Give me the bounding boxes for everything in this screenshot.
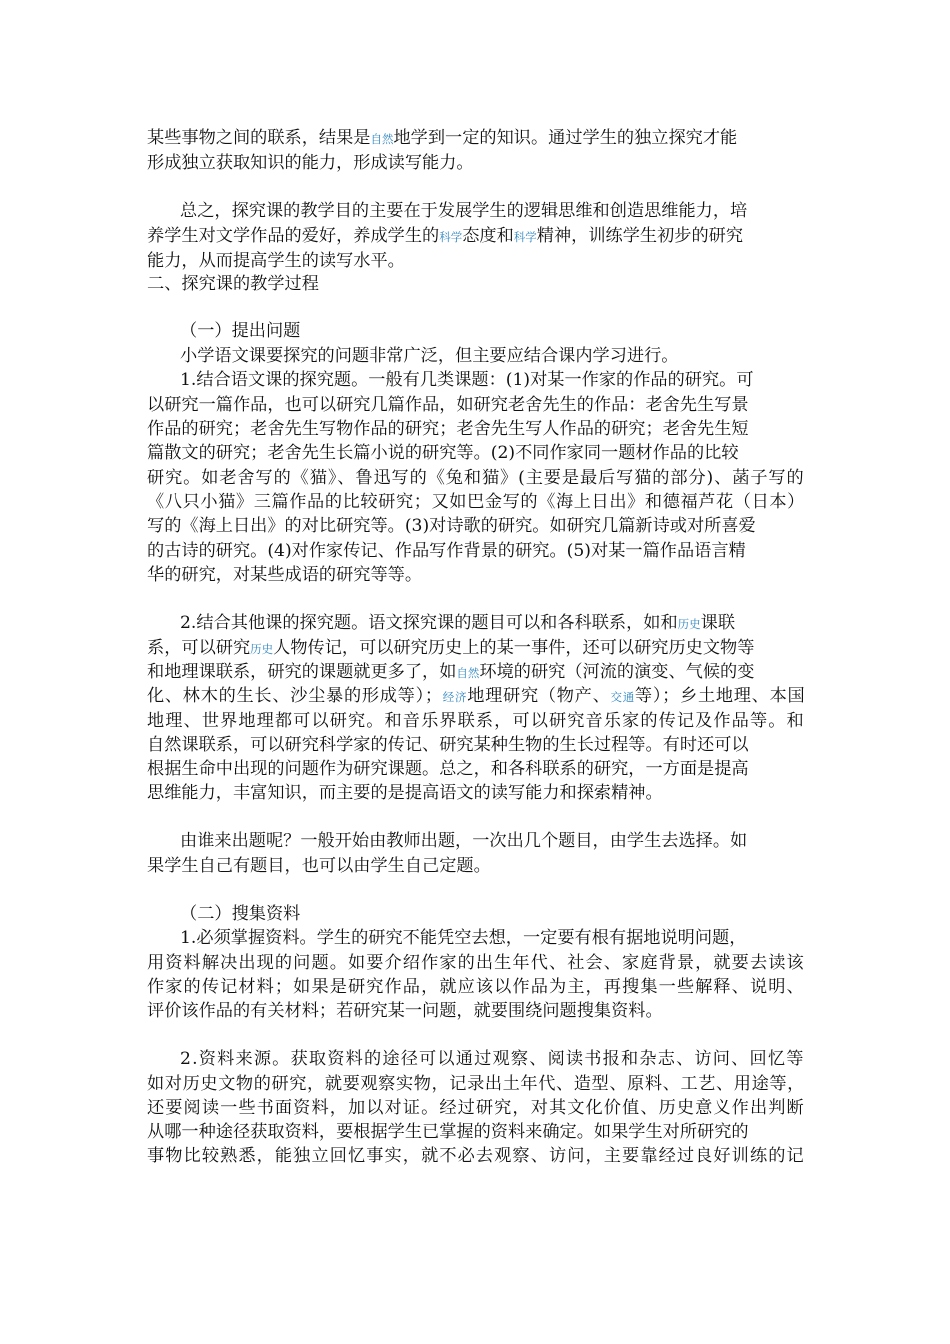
text-segment: 用资料解决出现的问题。如要介绍作家的出生年代、社会、家庭背景，就要去读该 <box>147 953 805 973</box>
text-segment: 人物传记，可以研究历史上的某一事件，还可以研究历史文物等 <box>273 638 755 658</box>
text-segment: 思维能力，丰富知识，而主要的是提高语文的读写能力和探索精神。 <box>147 783 663 803</box>
keyword-link[interactable]: 自然 <box>370 132 394 146</box>
text-segment: 果学生自己有题目，也可以由学生自己定题。 <box>147 856 491 876</box>
text-line <box>180 903 300 927</box>
text-segment: 1.结合语文课的探究题。一般有几类课题：(1)对某一作家的作品的研究。可 <box>180 370 754 390</box>
text-line <box>147 564 422 588</box>
text-segment: 化、林木的生长、沙尘暴的形成等）； <box>147 686 443 706</box>
text-segment: 华的研究，对某些成语的研究等等。 <box>147 565 423 585</box>
text-line <box>147 1121 749 1145</box>
text-segment: （一）提出问题 <box>180 321 301 341</box>
text-line <box>147 515 756 539</box>
text-segment: 研究。如老舍写的《猫》、鲁迅写的《兔和猫》(主要是最后写猫的部分)、菡子写的 <box>147 468 805 488</box>
text-line <box>147 782 663 806</box>
keyword-link[interactable]: 自然 <box>456 666 480 680</box>
text-segment: 评价该作品的有关材料；若研究某一问题，就要围绕问题搜集资料。 <box>147 1001 663 1021</box>
text-segment: 养学生对文学作品的爱好，养成学生的 <box>147 226 440 246</box>
text-line <box>180 927 746 951</box>
text-segment: 《八只小猫》三篇作品的比较研究；又如巴金写的《海上日出》和德福芦花（日本） <box>147 492 805 512</box>
text-segment: 地学到一定的知识。通过学生的独立探究才能 <box>393 128 738 148</box>
text-line <box>147 418 749 442</box>
text-segment: 课联 <box>700 613 736 633</box>
keyword-link[interactable]: 历史 <box>250 642 274 656</box>
text-segment: 事物比较熟悉，能独立回忆事实，就不必去观察、访问，主要靠经过良好训练的记 <box>147 1146 805 1166</box>
text-segment: 还要阅读一些书面资料，加以对证。经过研究，对其文化价值、历史意义作出判断 <box>147 1098 805 1118</box>
text-line <box>147 442 739 466</box>
text-line <box>147 758 749 782</box>
text-segment: 篇散文的研究；老舍先生长篇小说的研究等。(2)不同作家同一题材作品的比较 <box>147 443 739 463</box>
text-line <box>180 830 747 854</box>
text-line <box>147 1145 805 1169</box>
text-segment: 总之，探究课的教学目的主要在于发展学生的逻辑思维和创造思维能力，培 <box>180 201 748 221</box>
text-segment: 精神，训练学生初步的研究 <box>536 226 744 246</box>
text-segment: 小学语文课要探究的问题非常广泛，但主要应结合课内学习进行。 <box>180 346 679 366</box>
keyword-link[interactable]: 历史 <box>677 617 701 631</box>
text-line <box>147 152 474 176</box>
text-line <box>147 952 805 976</box>
text-segment: 1.必须掌握资料。学生的研究不能凭空去想，一定要有根有据地说明问题， <box>180 928 747 948</box>
text-segment: 根据生命中出现的问题作为研究课题。总之，和各科联系的研究，一方面是提高 <box>147 759 749 779</box>
text-line <box>180 612 735 636</box>
text-segment: 从哪一种途径获取资料，要根据学生已掌握的资料来确定。如果学生对所研究的 <box>147 1122 749 1142</box>
text-line <box>147 491 805 515</box>
text-line <box>147 976 805 1000</box>
text-line <box>147 661 754 685</box>
text-line <box>147 540 746 564</box>
text-line <box>147 685 805 709</box>
text-segment: 2.资料来源。获取资料的途径可以通过观察、阅读书报和杂志、访问、回忆等 <box>180 1049 805 1069</box>
text-line <box>147 225 743 249</box>
text-segment: 等）；乡土地理、本国 <box>634 686 806 706</box>
text-line <box>147 710 805 734</box>
text-segment: 由谁来出题呢？一般开始由教师出题，一次出几个题目，由学生去选择。如 <box>180 831 748 851</box>
text-line <box>147 1073 805 1097</box>
text-segment: 能力，从而提高学生的读写水平。 <box>147 251 405 271</box>
text-line <box>147 273 319 297</box>
text-line <box>147 734 749 758</box>
text-segment: 如对历史文物的研究，就要观察实物，记录出土年代、造型、原料、工艺、用途等， <box>147 1074 805 1094</box>
text-segment: 某些事物之间的联系，结果是 <box>147 128 371 148</box>
text-line <box>147 250 405 274</box>
text-segment: 和地理课联系，研究的课题就更多了，如 <box>147 662 457 682</box>
text-line <box>147 637 754 661</box>
text-line <box>147 1097 805 1121</box>
keyword-link[interactable]: 科学 <box>513 230 537 244</box>
text-line <box>147 127 737 151</box>
text-segment: 2.结合其他课的探究题。语文探究课的题目可以和各科联系，如和 <box>180 613 678 633</box>
text-segment: （二）搜集资料 <box>180 904 301 924</box>
text-segment: 的古诗的研究。(4)对作家传记、作品写作背景的研究。(5)对某一篇作品语言精 <box>147 541 746 561</box>
text-segment: 地理、世界地理都可以研究。和音乐界联系，可以研究音乐家的传记及作品等。和 <box>147 711 805 731</box>
text-segment: 作品的研究；老舍先生写物作品的研究；老舍先生写人作品的研究；老舍先生短 <box>147 419 749 439</box>
text-line <box>147 1000 663 1024</box>
text-line <box>147 855 491 879</box>
text-segment: 态度和 <box>462 226 514 246</box>
text-segment: 写的《海上日出》的对比研究等。(3)对诗歌的研究。如研究几篇新诗或对所喜爱 <box>147 516 756 536</box>
text-line <box>180 320 300 344</box>
keyword-link[interactable]: 交通 <box>610 690 635 704</box>
keyword-link[interactable]: 经济 <box>442 690 468 704</box>
text-line <box>180 369 754 393</box>
text-segment: 自然课联系，可以研究科学家的传记、研究某种生物的生长过程等。有时还可以 <box>147 735 749 755</box>
text-segment: 二、探究课的教学过程 <box>147 274 319 294</box>
text-segment: 地理研究（物产、 <box>467 686 611 706</box>
text-segment: 环境的研究（河流的演变、气候的变 <box>479 662 755 682</box>
text-segment: 形成独立获取知识的能力，形成读写能力。 <box>147 153 474 173</box>
text-segment: 以研究一篇作品，也可以研究几篇作品，如研究老舍先生的作品：老舍先生写景 <box>147 395 749 415</box>
text-line <box>147 467 805 491</box>
text-line <box>147 394 749 418</box>
text-segment: 作家的传记材料；如果是研究作品，就应该以作品为主，再搜集一些解释、说明、 <box>147 977 805 997</box>
text-line <box>180 345 678 369</box>
keyword-link[interactable]: 科学 <box>439 230 463 244</box>
text-line <box>180 200 747 224</box>
text-line <box>180 1048 805 1072</box>
text-segment: 系，可以研究 <box>147 638 251 658</box>
